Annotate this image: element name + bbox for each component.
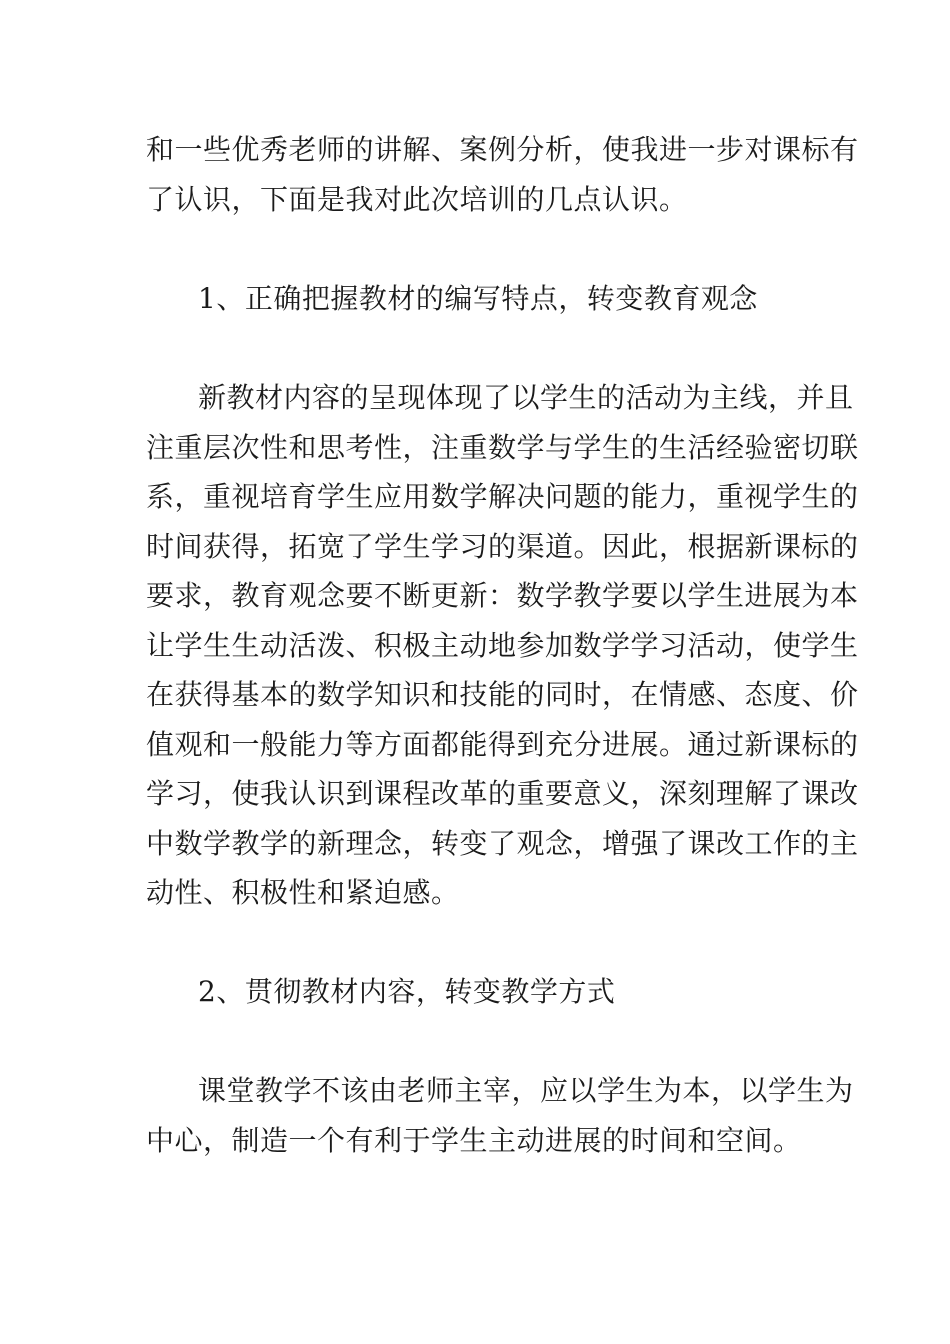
text-line: 在获得基本的数学知识和技能的同时，在情感、态度、价 — [146, 678, 859, 711]
section-heading: 2、贯彻教材内容，转变教学方式 — [198, 975, 616, 1008]
text-line: 系，重视培育学生应用数学解决问题的能力，重视学生的 — [146, 480, 859, 513]
text-line: 注重层次性和思考性，注重数学与学生的生活经验密切联 — [146, 431, 859, 464]
text-line: 和一些优秀老师的讲解、案例分析，使我进一步对课标有 — [146, 133, 859, 166]
text-line: 课堂教学不该由老师主宰，应以学生为本，以学生为 — [198, 1074, 854, 1107]
text-line: 中数学教学的新理念，转变了观念，增强了课改工作的主 — [146, 827, 859, 860]
text-line: 中心，制造一个有利于学生主动进展的时间和空间。 — [146, 1124, 802, 1157]
text-line: 了认识，下面是我对此次培训的几点认识。 — [146, 183, 688, 216]
text-line: 学习，使我认识到课程改革的重要意义，深刻理解了课改 — [146, 777, 859, 810]
text-line: 让学生生动活泼、积极主动地参加数学学习活动，使学生 — [146, 629, 859, 662]
section-heading: 1、正确把握教材的编写特点，转变教育观念 — [198, 282, 758, 315]
text-line: 要求，教育观念要不断更新：数学教学要以学生进展为本 — [146, 579, 859, 612]
text-line: 新教材内容的呈现体现了以学生的活动为主线，并且 — [198, 381, 854, 414]
text-line: 值观和一般能力等方面都能得到充分进展。通过新课标的 — [146, 728, 859, 761]
text-line: 时间获得，拓宽了学生学习的渠道。因此，根据新课标的 — [146, 530, 859, 563]
text-line: 动性、积极性和紧迫感。 — [146, 876, 460, 909]
